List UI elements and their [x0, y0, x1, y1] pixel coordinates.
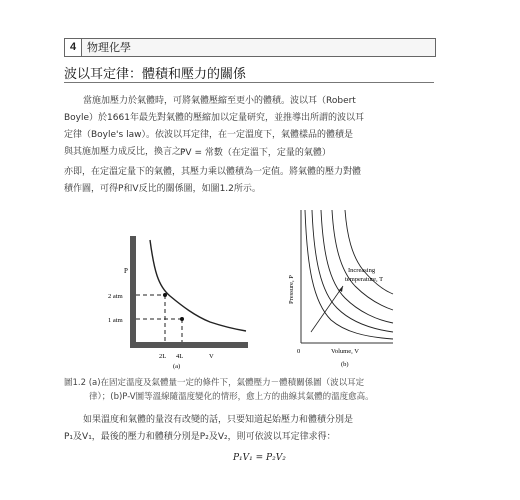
x-axis-label: Volume, V — [331, 348, 359, 355]
text-line: 亦即，在定溫定量下的氣體，其壓力乘以體積為一定值。將氣體的壓力對體 — [64, 167, 362, 177]
book-title: 物理化學 — [87, 41, 131, 54]
point-2L-2atm — [163, 293, 167, 297]
equation-boyle: P₁V₁ = P₂V₂ — [233, 453, 286, 463]
y-axis-label: P — [124, 267, 128, 275]
y-tick-label: 1 atm — [108, 317, 123, 324]
isotherm-curve — [332, 210, 393, 310]
y-axis-label: Pressure, P — [288, 275, 295, 304]
x-axis-bar — [130, 342, 248, 348]
y-axis-bar — [130, 236, 136, 348]
origin-label: 0 — [297, 348, 301, 355]
text-line: 當施加壓力於氣體時，可將氣體壓縮至更小的體積。波以耳（Robert — [83, 96, 356, 106]
page-number: 4 — [65, 39, 82, 56]
text-line: 如果溫度和氣體的量沒有改變的話，只要知道起始壓力和體積分別是 — [83, 415, 354, 425]
text-line: 與其施加壓力成反比，換言之： — [64, 147, 191, 157]
paragraph-2 — [64, 164, 435, 198]
annotation-line-2: temperature, T — [345, 276, 384, 283]
isotherm-curve — [150, 240, 246, 331]
text-line: 積作圖，可得P和V反比的關係圖，如圖1.2所示。 — [64, 184, 261, 194]
x-tick-label: V — [209, 353, 214, 360]
x-tick-label: 2L — [159, 353, 167, 360]
x-tick-label: 4L — [176, 353, 184, 360]
figure-b-isotherms — [285, 206, 395, 376]
figure-label-b: (b) — [341, 361, 349, 368]
text-line: P₁及V₁，最後的壓力和體積分別是P₂及V₂，則可依波以耳定律求得： — [64, 432, 336, 442]
text-line: Boyle）於1661年最先對氣體的壓縮加以定量研究，並推導出所謂的波以耳 — [64, 113, 364, 123]
text-line: 定律（Boyle's law）。依波以耳定律，在一定溫度下，氣體樣品的體積是 — [64, 130, 353, 140]
caption-line: 圖1.2 (a)在固定溫度及氣體量一定的條件下，氣體壓力－體積關係圖（波以耳定 — [64, 378, 365, 388]
formula-pv-constant: PV = 常數（在定溫下，定量的氣體） — [180, 148, 331, 158]
figure-caption — [64, 376, 374, 404]
y-tick-label: 2 atm — [108, 293, 123, 300]
title-rule — [64, 82, 434, 83]
figure-a-pv-plot — [110, 230, 250, 370]
running-header — [64, 38, 436, 57]
figure-label-a: (a) — [173, 363, 181, 370]
caption-line: 律）；(b)P-V圖等溫線隨溫度變化的情形，愈上方的曲線其氣體的溫度愈高。 — [89, 392, 374, 402]
section-title: 波以耳定律：體積和壓力的關係 — [64, 67, 247, 82]
annotation-line-1: Increasing — [348, 267, 376, 274]
point-4L-1atm — [180, 317, 184, 321]
paragraph-3 — [64, 412, 435, 446]
